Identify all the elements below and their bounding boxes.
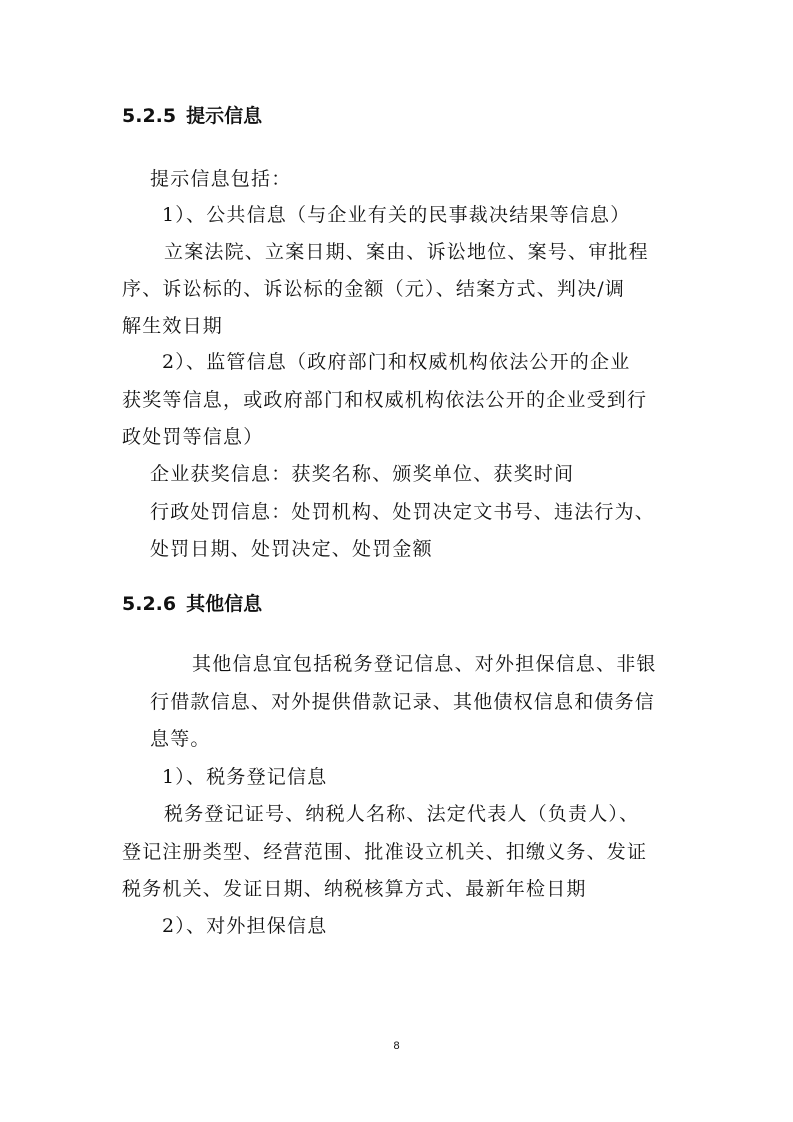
paragraph-line: 2）、监管信息（政府部门和权威机构依法公开的企业 [162, 351, 631, 373]
paragraph-line: 提示信息包括： [150, 168, 292, 190]
section-heading-5-2-5 [122, 104, 262, 128]
section-number: 5.2.6 [122, 593, 177, 615]
paragraph-line: 企业获奖信息：获奖名称、颁奖单位、获奖时间 [150, 463, 575, 485]
paragraph-line: 息等。 [150, 728, 211, 750]
section-number: 5.2.5 [122, 105, 177, 127]
paragraph-line: 行借款信息、对外提供借款记录、其他债权信息和债务信 [150, 691, 656, 713]
page-number: 8 [393, 1040, 400, 1052]
paragraph-line: 2）、对外担保信息 [162, 915, 328, 937]
paragraph-line: 序、诉讼标的、诉讼标的金额（元）、结案方式、判决/调 [122, 278, 626, 300]
section-title: 提示信息 [186, 105, 263, 127]
paragraph-line: 1）、公共信息（与企业有关的民事裁决结果等信息） [162, 204, 631, 226]
paragraph-line: 税务机关、发证日期、纳税核算方式、最新年检日期 [122, 878, 587, 900]
paragraph-line: 税务登记证号、纳税人名称、法定代表人（负责人）、 [164, 803, 640, 825]
paragraph-line: 政处罚等信息） [122, 426, 264, 448]
section-title: 其他信息 [186, 593, 263, 615]
paragraph-line: 获奖等信息，或政府部门和权威机构依法公开的企业受到行 [122, 389, 648, 411]
paragraph-line: 其他信息宜包括税务登记信息、对外担保信息、非银 [192, 653, 657, 675]
paragraph-line: 1）、税务登记信息 [162, 766, 328, 788]
paragraph-line: 立案法院、立案日期、案由、诉讼地位、案号、审批程 [164, 241, 649, 263]
paragraph-line: 行政处罚信息：处罚机构、处罚决定文书号、违法行为、 [150, 501, 656, 523]
section-heading-5-2-6 [122, 592, 262, 616]
paragraph-line: 解生效日期 [122, 315, 224, 337]
paragraph-line: 处罚日期、处罚决定、处罚金额 [150, 538, 433, 560]
paragraph-line: 登记注册类型、经营范围、批准设立机关、扣缴义务、发证 [122, 841, 648, 863]
